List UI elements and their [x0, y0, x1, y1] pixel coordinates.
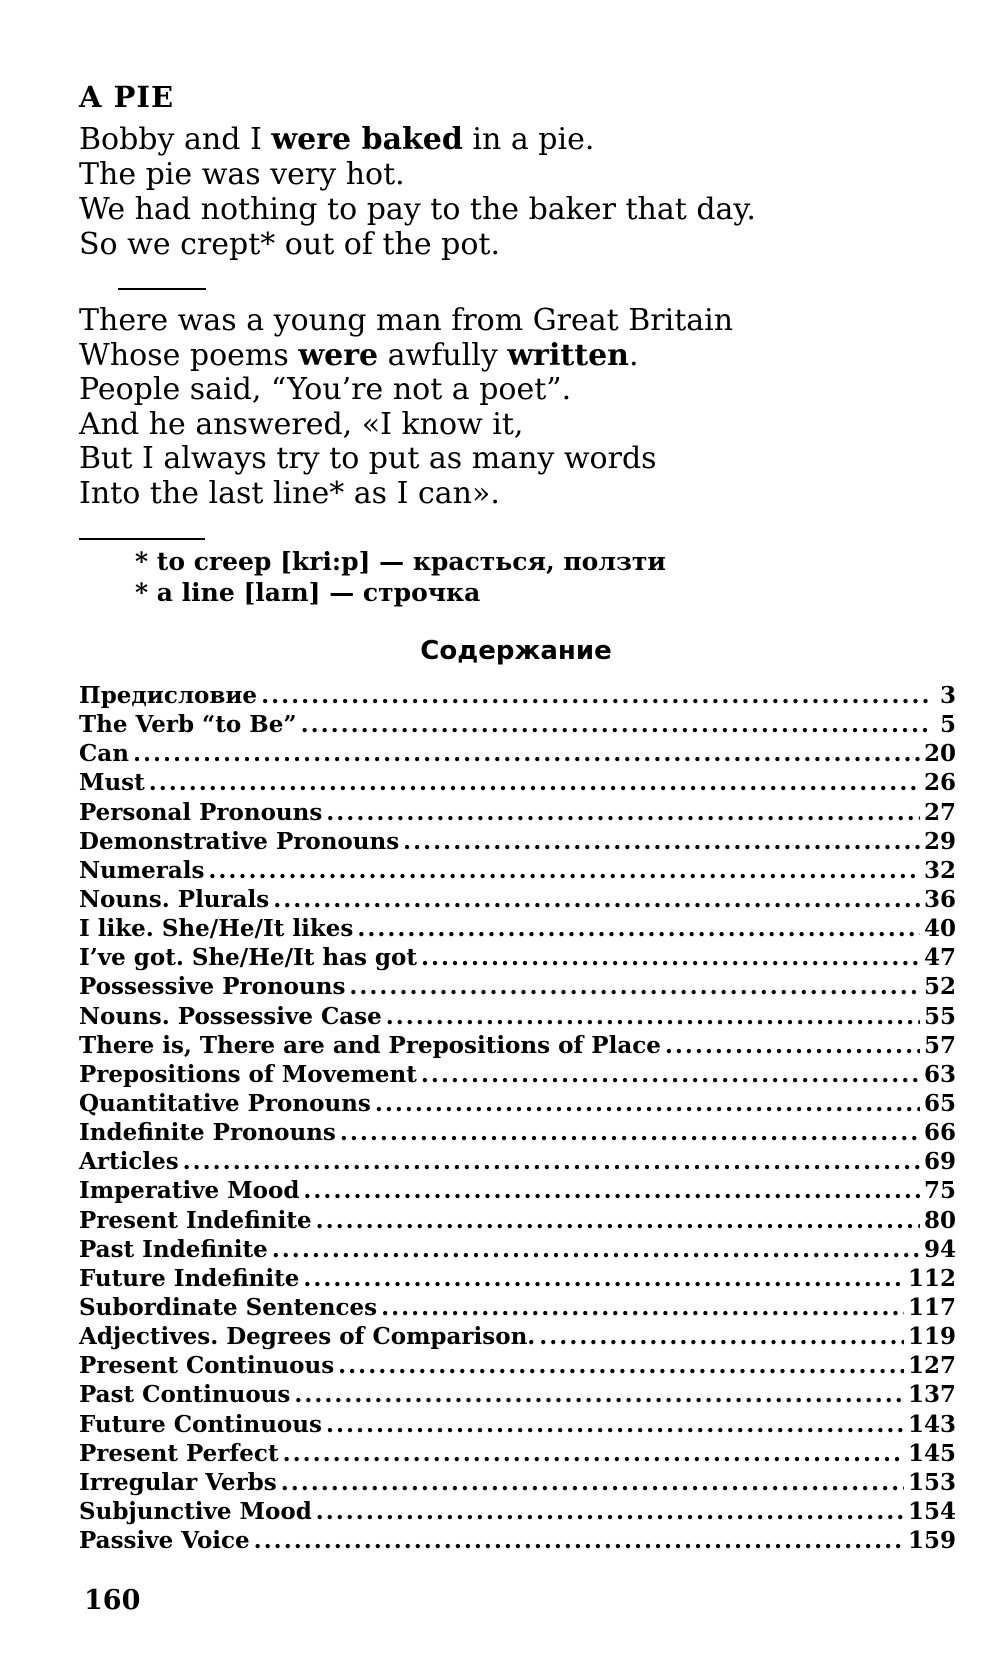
dot-leader — [349, 973, 920, 1000]
toc-entry-title: Nouns. Plurals — [79, 885, 270, 913]
toc-entry-page: 159 — [907, 1527, 956, 1555]
dot-leader — [326, 1411, 904, 1438]
toc-entry-title: Must — [79, 769, 145, 797]
toc-entry-title: There is, There are and Prepositions of Place — [79, 1031, 661, 1059]
dot-leader — [273, 886, 920, 913]
toc-entry-page: 80 — [923, 1206, 956, 1234]
toc-entry — [79, 1061, 956, 1090]
toc-entry-page: 145 — [907, 1439, 956, 1467]
toc-entry — [79, 1003, 956, 1032]
toc-entry-page: 143 — [907, 1410, 956, 1438]
toc-entry-title: Personal Pronouns — [79, 798, 323, 826]
poem-line: We had nothing to pay to the baker that day. — [79, 192, 756, 227]
toc-entry-title: Adjectives. Degrees of Comparison. — [79, 1323, 536, 1351]
poem-line: Bobby and I were baked in a pie. — [79, 122, 595, 157]
footnote: * a line [laɪn] — строчка — [135, 578, 481, 607]
toc-entry — [79, 944, 956, 973]
footnote-separator — [79, 538, 205, 540]
toc-entry-page: 127 — [907, 1352, 956, 1380]
toc-entry-title: Present Indefinite — [79, 1206, 312, 1234]
toc-entry-page: 154 — [907, 1497, 956, 1525]
toc-entry-page: 65 — [923, 1089, 956, 1117]
toc-entry — [79, 740, 956, 769]
toc-entry-page: 66 — [923, 1119, 956, 1147]
dot-leader — [294, 1381, 904, 1408]
dot-leader — [326, 799, 920, 826]
toc-entry — [79, 1352, 956, 1381]
toc-entry-title: Subordinate Sentences — [79, 1293, 378, 1321]
dot-leader — [421, 1061, 920, 1088]
poem-line: Whose poems were awfully written. — [79, 337, 639, 373]
toc-entry — [79, 1411, 956, 1440]
toc-entry-page: 36 — [923, 885, 956, 913]
dot-leader — [338, 1352, 904, 1379]
toc-entry — [79, 915, 956, 944]
dot-leader — [403, 828, 920, 855]
toc-entry — [79, 682, 956, 711]
toc-entry — [79, 1469, 956, 1498]
dot-leader — [281, 1469, 904, 1496]
dot-leader — [357, 915, 920, 942]
toc-entry-title: Future Indefinite — [79, 1264, 300, 1292]
toc-entry-title: Prepositions of Movement — [79, 1060, 417, 1088]
dot-leader — [303, 1265, 904, 1292]
toc-entry-title: Present Continuous — [79, 1352, 335, 1380]
toc-entry-title: Imperative Mood — [79, 1177, 300, 1205]
toc-entry-page: 69 — [923, 1148, 956, 1176]
toc-entry-title: Subjunctive Mood — [79, 1497, 312, 1525]
toc-entry-page: 75 — [923, 1177, 956, 1205]
toc-entry — [79, 1527, 956, 1556]
dot-leader — [421, 944, 920, 971]
toc-entry — [79, 1207, 956, 1236]
footnotes — [135, 546, 666, 608]
dot-leader — [386, 1003, 920, 1030]
toc-entry-page: 112 — [907, 1264, 956, 1292]
dot-leader — [261, 682, 932, 709]
toc-entry-title: Articles — [79, 1148, 179, 1176]
toc-entry-title: Can — [79, 740, 129, 768]
dot-leader — [316, 1207, 920, 1234]
toc-entry-page: 29 — [923, 827, 956, 855]
toc-entry-title: Future Continuous — [79, 1410, 322, 1438]
table-of-contents — [79, 682, 956, 1556]
toc-entry-title: I like. She/He/It likes — [79, 915, 354, 943]
toc-entry-title: Present Perfect — [79, 1439, 279, 1467]
page-number: 160 — [84, 1585, 141, 1616]
poem-line: There was a young man from Great Britain — [79, 303, 734, 338]
toc-entry-page: 20 — [923, 740, 956, 768]
toc-entry — [79, 886, 956, 915]
toc-entry — [79, 769, 956, 798]
toc-entry-page: 32 — [923, 856, 956, 884]
toc-entry-page: 52 — [923, 973, 956, 1001]
toc-entry — [79, 1032, 956, 1061]
toc-entry — [79, 1440, 956, 1469]
dot-leader — [316, 1498, 904, 1525]
dot-leader — [303, 1177, 920, 1204]
dot-leader — [208, 857, 920, 884]
toc-entry-title: The Verb “to Be” — [79, 711, 297, 739]
toc-entry — [79, 1381, 956, 1410]
separator — [118, 288, 206, 290]
toc-entry-page: 119 — [907, 1323, 956, 1351]
toc-entry-title: Предисловие — [79, 682, 258, 709]
poem-line: So we crept* out of the pot. — [79, 227, 501, 262]
toc-entry-page: 137 — [907, 1381, 956, 1409]
toc-entry-page: 26 — [923, 769, 956, 797]
toc-entry-title: Quantitative Pronouns — [79, 1089, 371, 1117]
toc-entry-page: 153 — [907, 1468, 956, 1496]
toc-entry — [79, 973, 956, 1002]
toc-entry — [79, 1119, 956, 1148]
toc-entry — [79, 1323, 956, 1352]
toc-entry-title: Nouns. Possessive Case — [79, 1002, 382, 1030]
toc-entry-page: 3 — [939, 682, 956, 709]
poem-limerick — [79, 304, 733, 511]
poem-line: And he answered, «I know it, — [79, 406, 524, 442]
dot-leader — [381, 1294, 904, 1321]
dot-leader — [375, 1090, 920, 1117]
toc-entry — [79, 1236, 956, 1265]
toc-entry-page: 27 — [923, 798, 956, 826]
toc-entry — [79, 1148, 956, 1177]
dot-leader — [340, 1119, 920, 1146]
dot-leader — [665, 1032, 920, 1059]
toc-entry — [79, 1090, 956, 1119]
poem-line: But I always try to put as many words — [79, 441, 657, 476]
toc-entry — [79, 1177, 956, 1206]
poem-line: Into the last line* as I can». — [79, 475, 500, 511]
toc-entry — [79, 1498, 956, 1527]
dot-leader — [133, 740, 920, 767]
dot-leader — [183, 1148, 920, 1175]
poem-title: A PIE — [79, 80, 175, 114]
toc-entry-page: 63 — [923, 1060, 956, 1088]
toc-entry-page: 40 — [923, 915, 956, 943]
toc-entry-page: 94 — [923, 1235, 956, 1263]
dot-leader — [272, 1236, 920, 1263]
toc-heading: Содержание — [420, 636, 612, 666]
dot-leader — [254, 1527, 904, 1554]
toc-entry-title: Demonstrative Pronouns — [79, 827, 400, 855]
toc-entry-title: I’ve got. She/He/It has got — [79, 944, 417, 972]
toc-entry — [79, 711, 956, 740]
dot-leader — [149, 769, 920, 796]
toc-entry-page: 5 — [939, 711, 956, 739]
toc-entry — [79, 799, 956, 828]
dot-leader — [301, 711, 932, 738]
toc-entry-title: Possessive Pronouns — [79, 973, 346, 1001]
toc-entry-page: 47 — [923, 944, 956, 972]
poem-line: People said, “You’re not a poet”. — [79, 372, 572, 407]
poem-line: The pie was very hot. — [79, 157, 405, 192]
dot-leader — [539, 1323, 904, 1350]
poem-a-pie — [79, 122, 756, 262]
dot-leader — [283, 1440, 904, 1467]
toc-entry-title: Past Continuous — [79, 1381, 291, 1409]
toc-entry-title: Numerals — [79, 856, 205, 884]
toc-entry — [79, 857, 956, 886]
toc-entry — [79, 1294, 956, 1323]
footnote: * to creep [kri:p] — красться, ползти — [135, 547, 666, 576]
toc-entry-title: Indefinite Pronouns — [79, 1119, 336, 1147]
toc-entry-title: Passive Voice — [79, 1527, 250, 1555]
toc-entry-page: 57 — [923, 1031, 956, 1059]
toc-entry-title: Irregular Verbs — [79, 1468, 277, 1496]
toc-entry — [79, 828, 956, 857]
toc-entry — [79, 1265, 956, 1294]
toc-entry-page: 55 — [923, 1002, 956, 1030]
toc-entry-title: Past Indefinite — [79, 1235, 268, 1263]
toc-entry-page: 117 — [907, 1293, 956, 1321]
